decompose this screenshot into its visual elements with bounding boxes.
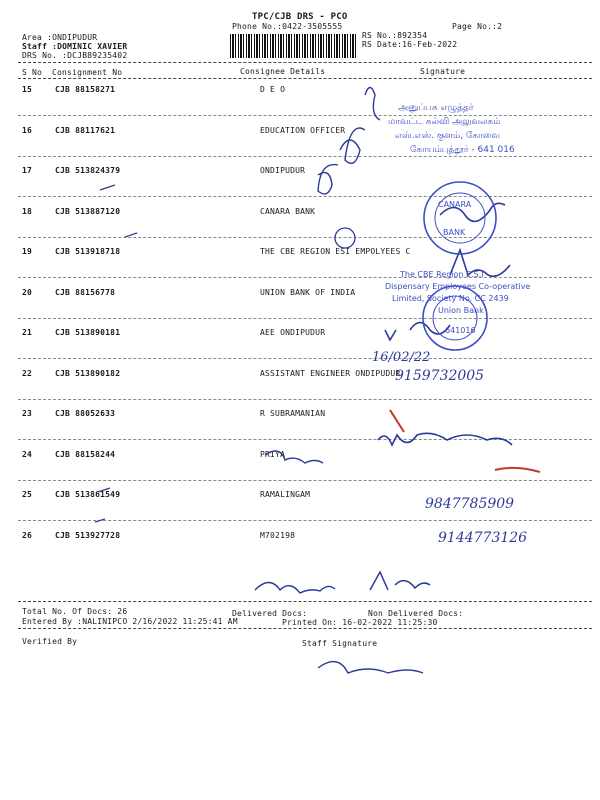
row-consignment-no: CJB 88117621 bbox=[55, 126, 116, 135]
row-consignee: THE CBE REGION ESI EMPOLYEES C bbox=[260, 247, 411, 256]
row-consignment-no: CJB 513918718 bbox=[55, 247, 121, 256]
row-serial: 19 bbox=[22, 247, 33, 256]
tick-18 bbox=[125, 233, 137, 237]
footer-divider-bottom bbox=[18, 628, 592, 629]
esi-stamp-line-2: Dispensary Employees Co-operative bbox=[385, 282, 531, 291]
delivered-docs: Delivered Docs: bbox=[232, 609, 308, 618]
tamil-stamp-line-2: மாவட்ட கல்வி அலுவலகம் bbox=[388, 117, 501, 127]
row-consignee: AEE ONDIPUDUR bbox=[260, 328, 326, 337]
staff-signature-label: Staff Signature bbox=[302, 639, 378, 648]
row-consignee: UNION BANK OF INDIA bbox=[260, 288, 356, 297]
drs-number: DRS No. :DCJB89235402 bbox=[22, 51, 128, 60]
row-consignee: ONDIPUDUR bbox=[260, 166, 306, 175]
signature-23a bbox=[265, 451, 323, 463]
row-serial: 25 bbox=[22, 490, 33, 499]
handwritten-date-21: 16/02/22 bbox=[372, 350, 431, 365]
row-consignment-no: CJB 513890181 bbox=[55, 328, 121, 337]
row-consignment-no: CJB 513890182 bbox=[55, 369, 121, 378]
strike-24 bbox=[495, 468, 540, 472]
row-serial: 15 bbox=[22, 85, 33, 94]
footer-divider-top bbox=[18, 601, 592, 602]
row-serial: 23 bbox=[22, 409, 33, 418]
row-serial: 20 bbox=[22, 288, 33, 297]
row-consignee: RAMALINGAM bbox=[260, 490, 311, 499]
canara-stamp-text: CANARA bbox=[438, 200, 472, 209]
row-consignment-no: CJB 513824379 bbox=[55, 166, 121, 175]
row-consignee: PRIYA bbox=[260, 450, 286, 459]
area-label: Area :ONDIPUDUR bbox=[22, 33, 98, 42]
row-consignment-no: CJB 513927728 bbox=[55, 531, 121, 540]
row-consignee: CANARA BANK bbox=[260, 207, 316, 216]
verified-by: Verified By bbox=[22, 637, 78, 646]
signature-15 bbox=[365, 88, 380, 121]
handwritten-phone-21: 9159732005 bbox=[395, 368, 485, 384]
union-stamp-text: Union Bank bbox=[438, 306, 484, 315]
row-serial: 22 bbox=[22, 369, 33, 378]
handwritten-phone-25: 9144773126 bbox=[438, 530, 528, 546]
col-signature: Signature bbox=[420, 67, 466, 76]
row-serial: 21 bbox=[22, 328, 33, 337]
signature-26a bbox=[255, 583, 335, 594]
phone-number: Phone No.:0422-3505555 bbox=[232, 22, 343, 31]
doc-title: TPC/CJB DRS - PCO bbox=[252, 12, 348, 22]
row-consignee: EDUCATION OFFICER bbox=[260, 126, 346, 135]
row-serial: 16 bbox=[22, 126, 33, 135]
signature-16 bbox=[340, 128, 365, 163]
printed-on: Printed On: 16-02-2022 11:25:30 bbox=[282, 618, 438, 627]
row-serial: 24 bbox=[22, 450, 33, 459]
tamil-stamp-line-3: எஸ்.எஸ். குளம், கோவை bbox=[395, 131, 500, 141]
signature-20 bbox=[385, 323, 450, 341]
staff-signature-stroke bbox=[318, 662, 423, 673]
tick-24 bbox=[98, 488, 110, 492]
strike-23 bbox=[390, 410, 404, 432]
row-consignee: D E O bbox=[260, 85, 286, 94]
col-consignment: Consignment No bbox=[52, 68, 123, 77]
row-consignment-no: CJB 513861549 bbox=[55, 490, 121, 499]
staff-label: Staff :DOMINIC XAVIER bbox=[22, 42, 128, 51]
union-stamp-text-2: 641016 bbox=[445, 326, 476, 335]
row-consignment-no: CJB 88156778 bbox=[55, 288, 116, 297]
row-serial: 26 bbox=[22, 531, 33, 540]
signature-17 bbox=[318, 165, 338, 194]
esi-stamp-line-1: The CBE Region E.S.I bbox=[400, 270, 484, 279]
rs-number: RS No.:892354 bbox=[362, 31, 428, 40]
row-consignment-no: CJB 513887120 bbox=[55, 207, 121, 216]
entered-by: Entered By :NALINIPCO 2/16/2022 11:25:41 AM bbox=[22, 617, 238, 626]
row-consignment-no: CJB 88158271 bbox=[55, 85, 116, 94]
non-delivered-docs: Non Delivered Docs: bbox=[368, 609, 464, 618]
rs-date: RS Date:16-Feb-2022 bbox=[362, 40, 458, 49]
canara-stamp-text-2: BANK bbox=[443, 228, 466, 237]
row-consignment-no: CJB 88158244 bbox=[55, 450, 116, 459]
row-consignee: R SUBRAMANIAN bbox=[260, 409, 326, 418]
signature-23b bbox=[378, 433, 512, 445]
row-consignee: ASSISTANT ENGINEER ONDIPUDUR bbox=[260, 369, 401, 378]
handwritten-phone-24: 9847785909 bbox=[425, 496, 515, 512]
tick-17 bbox=[100, 185, 115, 190]
row-serial: 18 bbox=[22, 207, 33, 216]
row-consignee: M702198 bbox=[260, 531, 296, 540]
page-number: Page No.:2 bbox=[452, 22, 503, 31]
tamil-stamp-line-4: கோயம்புத்தூர் - 641 016 bbox=[410, 145, 515, 155]
total-docs: Total No. Of Docs: 26 bbox=[22, 607, 128, 616]
signature-26b bbox=[370, 572, 430, 590]
tamil-stamp-line-1: அனுப்பக எழுத்தர் bbox=[398, 103, 474, 113]
circled-2 bbox=[335, 228, 355, 248]
esi-stamp-line-3: Limited, Society No. CC 2439 bbox=[392, 294, 509, 303]
col-consignee: Consignee Details bbox=[240, 67, 326, 76]
col-sno: S No bbox=[22, 68, 43, 77]
row-serial: 17 bbox=[22, 166, 33, 175]
tick-25 bbox=[95, 519, 105, 522]
row-consignment-no: CJB 88052633 bbox=[55, 409, 116, 418]
